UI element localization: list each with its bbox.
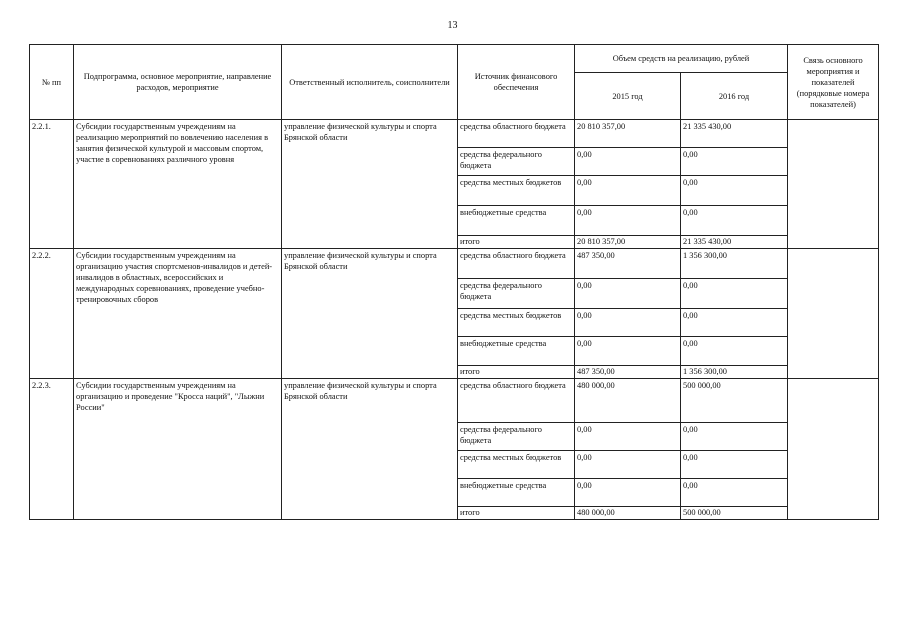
value-2016: 0,00 bbox=[681, 148, 788, 176]
source-cell: средства местных бюджетов bbox=[458, 451, 575, 479]
link-cell bbox=[788, 379, 879, 520]
total-2015: 20 810 357,00 bbox=[575, 236, 681, 249]
total-label: итого bbox=[458, 507, 575, 520]
value-2015: 20 810 357,00 bbox=[575, 120, 681, 148]
value-2015: 480 000,00 bbox=[575, 379, 681, 423]
header-volume: Объем средств на реализацию, рублей bbox=[575, 45, 788, 73]
entry-program: Субсидии государственным учреждениям на организацию участия спортсменов-инвалидов и детей-инвалидов в областных, всероссийских и международных соревнованиях, проведение учебно-тренировочных сборов bbox=[74, 249, 282, 379]
total-2015: 480 000,00 bbox=[575, 507, 681, 520]
source-cell: средства федерального бюджета bbox=[458, 279, 575, 309]
value-2015: 0,00 bbox=[575, 279, 681, 309]
total-2015: 487 350,00 bbox=[575, 366, 681, 379]
value-2015: 0,00 bbox=[575, 337, 681, 366]
total-2016: 21 335 430,00 bbox=[681, 236, 788, 249]
value-2015: 0,00 bbox=[575, 148, 681, 176]
header-year-2015: 2015 год bbox=[575, 73, 681, 120]
total-label: итого bbox=[458, 236, 575, 249]
entry-2-2-2 bbox=[30, 249, 879, 379]
value-2015: 0,00 bbox=[575, 176, 681, 206]
header-source: Источник финансового обеспечения bbox=[458, 45, 575, 120]
value-2015: 0,00 bbox=[575, 206, 681, 236]
header-number: № пп bbox=[30, 45, 74, 120]
header-executor: Ответственный исполнитель, соисполнители bbox=[282, 45, 458, 120]
value-2016: 1 356 300,00 bbox=[681, 249, 788, 279]
header-program: Подпрограмма, основное мероприятие, направление расходов, мероприятие bbox=[74, 45, 282, 120]
page-number: 13 bbox=[447, 20, 458, 31]
source-cell: средства областного бюджета bbox=[458, 379, 575, 423]
entry-2-2-1 bbox=[30, 120, 879, 249]
value-2015: 0,00 bbox=[575, 479, 681, 507]
entry-2-2-3 bbox=[30, 379, 879, 520]
entry-executor: управление физической культуры и спорта Брянской области bbox=[282, 120, 458, 249]
value-2015: 0,00 bbox=[575, 309, 681, 337]
source-cell: средства местных бюджетов bbox=[458, 176, 575, 206]
source-cell: средства местных бюджетов bbox=[458, 309, 575, 337]
value-2016: 0,00 bbox=[681, 451, 788, 479]
header-link: Связь основного мероприятия и показателей (порядковые номера показателей) bbox=[788, 45, 879, 120]
total-label: итого bbox=[458, 366, 575, 379]
value-2016: 0,00 bbox=[681, 176, 788, 206]
source-cell: внебюджетные средства bbox=[458, 479, 575, 507]
entry-program: Субсидии государственным учреждениям на реализацию мероприятий по вовлечению населения в занятия физической культурой и массовым спортом, участие в соревнованиях различного уровня bbox=[74, 120, 282, 249]
value-2016: 500 000,00 bbox=[681, 379, 788, 423]
link-cell bbox=[788, 249, 879, 379]
entry-executor: управление физической культуры и спорта Брянской области bbox=[282, 249, 458, 379]
total-2016: 500 000,00 bbox=[681, 507, 788, 520]
value-2016: 21 335 430,00 bbox=[681, 120, 788, 148]
value-2015: 0,00 bbox=[575, 451, 681, 479]
budget-table bbox=[29, 44, 879, 520]
value-2016: 0,00 bbox=[681, 479, 788, 507]
value-2015: 0,00 bbox=[575, 423, 681, 451]
source-cell: средства федерального бюджета bbox=[458, 423, 575, 451]
entry-number: 2.2.2. bbox=[30, 249, 74, 379]
link-cell bbox=[788, 120, 879, 249]
value-2016: 0,00 bbox=[681, 423, 788, 451]
entry-program: Субсидии государственным учреждениям на организацию и проведение "Кросса наций", "Лыжни России" bbox=[74, 379, 282, 520]
value-2016: 0,00 bbox=[681, 279, 788, 309]
total-2016: 1 356 300,00 bbox=[681, 366, 788, 379]
entry-number: 2.2.1. bbox=[30, 120, 74, 249]
source-cell: средства областного бюджета bbox=[458, 120, 575, 148]
entry-number: 2.2.3. bbox=[30, 379, 74, 520]
value-2015: 487 350,00 bbox=[575, 249, 681, 279]
source-cell: внебюджетные средства bbox=[458, 337, 575, 366]
entry-executor: управление физической культуры и спорта Брянской области bbox=[282, 379, 458, 520]
value-2016: 0,00 bbox=[681, 309, 788, 337]
source-cell: внебюджетные средства bbox=[458, 206, 575, 236]
header-year-2016: 2016 год bbox=[681, 73, 788, 120]
source-cell: средства областного бюджета bbox=[458, 249, 575, 279]
value-2016: 0,00 bbox=[681, 337, 788, 366]
value-2016: 0,00 bbox=[681, 206, 788, 236]
source-cell: средства федерального бюджета bbox=[458, 148, 575, 176]
